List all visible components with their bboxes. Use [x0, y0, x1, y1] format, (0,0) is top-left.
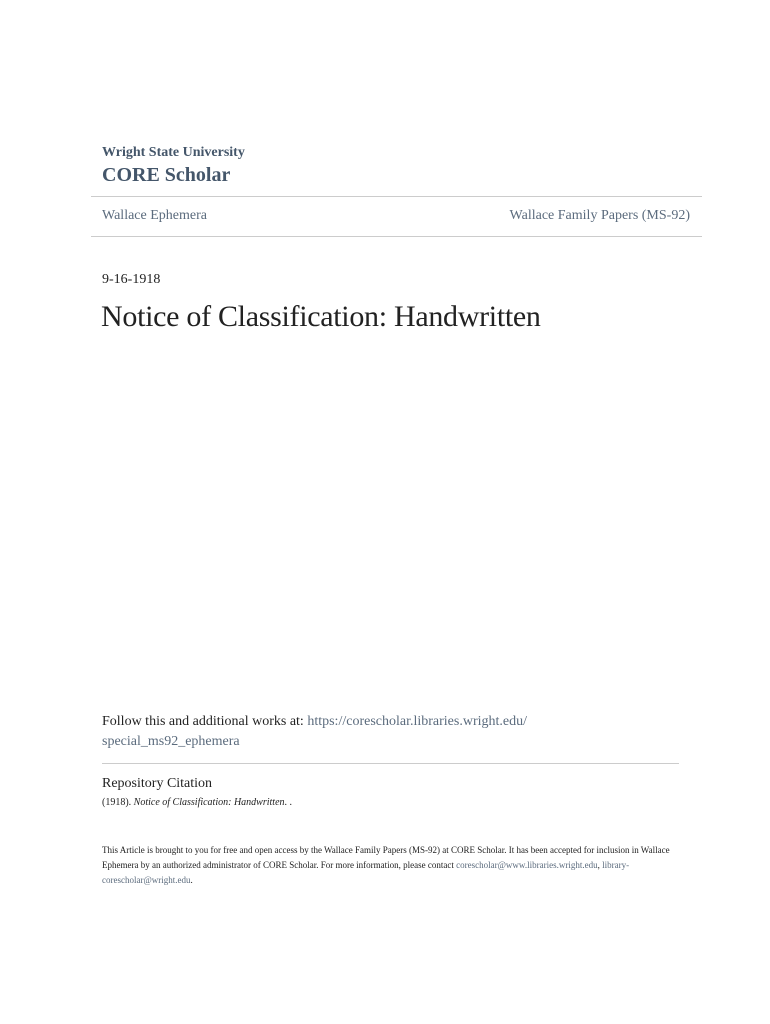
document-title: Notice of Classification: Handwritten — [101, 300, 541, 333]
university-name: Wright State University — [102, 145, 245, 160]
footnote-separator: , — [597, 860, 603, 870]
divider-middle — [91, 236, 702, 237]
document-date: 9-16-1918 — [102, 272, 161, 287]
citation-title: Notice of Classification: Handwritten — [133, 797, 285, 808]
contact-email-link-2[interactable]: library-corescholar@wright.edu — [102, 860, 630, 885]
footnote-end: . — [190, 875, 193, 885]
access-footnote — [102, 843, 672, 888]
divider-top — [91, 196, 702, 197]
footnote-text: This Article is brought to you for free and open access by the Wallace Family Papers (MS-92) at CORE Scholar. It has been accepted for inclusion in Wallace Ephemera by an authorized administrator of CORE Scholar. For more information, please contact — [102, 845, 670, 870]
citation-year: (1918). — [102, 797, 134, 808]
citation-text — [102, 796, 292, 810]
repository-name: CORE Scholar — [102, 164, 231, 186]
collection-link-ephemera[interactable]: Wallace Ephemera — [102, 208, 207, 223]
follow-link-line1: https://corescholar.libraries.wright.edu/ — [307, 714, 527, 729]
follow-works — [102, 712, 662, 752]
follow-prefix: Follow this and additional works at: — [102, 714, 308, 729]
repository-brand[interactable] — [102, 144, 245, 187]
contact-email-link[interactable]: corescholar@www.libraries.wright.edu — [456, 860, 598, 870]
collection-link-family-papers[interactable]: Wallace Family Papers (MS-92) — [509, 208, 690, 223]
citation-suffix: . . — [284, 797, 293, 808]
divider-footer — [102, 763, 679, 764]
citation-heading: Repository Citation — [102, 776, 213, 791]
follow-link-line2: special_ms92_ephemera — [102, 734, 240, 749]
